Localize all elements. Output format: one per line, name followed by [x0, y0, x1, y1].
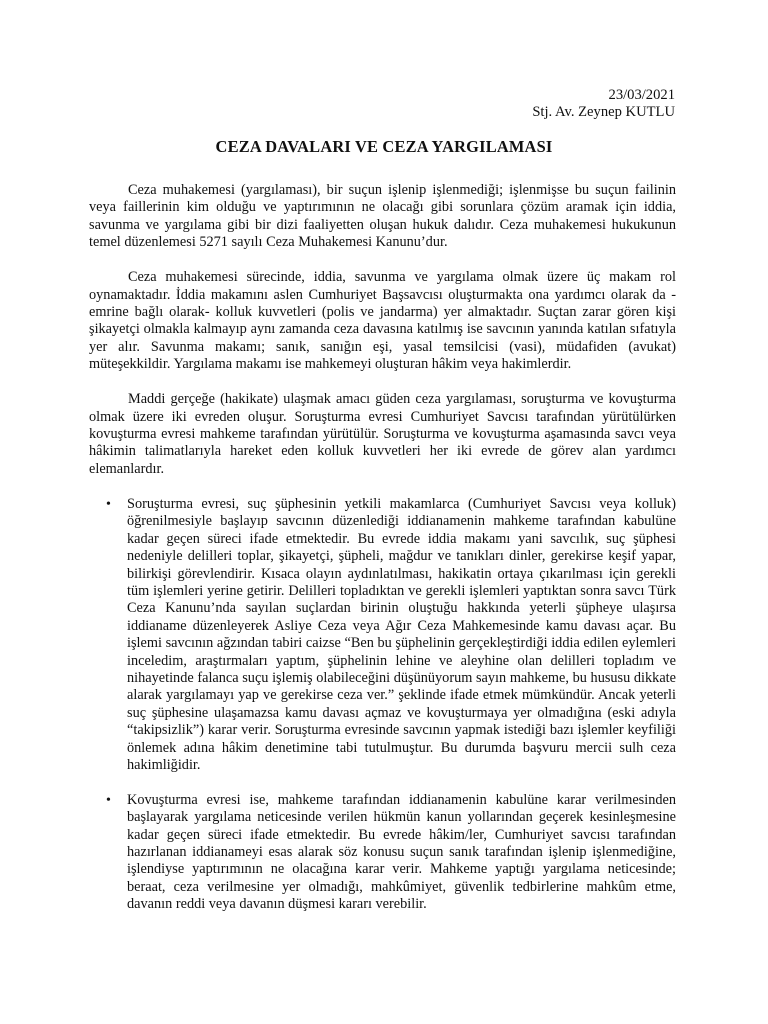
author-name: Stj. Av. Zeynep KUTLU	[532, 104, 675, 120]
paragraph-stages: Maddi gerçeğe (hakikate) ulaşmak amacı güden ceza yargılaması, soruşturma ve kovuşturma olmak üzere iki evreden oluşur. Soruşturma evresi Cumhuriyet Savcısı tarafından yürütülürken kovuşturma evresi mahkeme tarafından yürütülür. Soruşturma ve kovuşturma aşamasında savcı veya hâkimin talimatlarıyla hareket eden kolluk kuvvetleri her iki evrede de görev alan yardımcı elemanlardır.	[89, 391, 676, 477]
paragraph-intro: Ceza muhakemesi (yargılaması), bir suçun işlenip işlenmediği; işlenmişse bu suçun failinin veya faillerinin kim olduğu ve yaptırımının ne olacağı gibi sorunlara çözüm aramak için iddia, savunma ve yargılama gibi bir dizi faaliyetten oluşan hukuk dalıdır. Ceza muhakemesi hukukunun temel düzenlemesi 5271 sayılı Ceza Muhakemesi Kanunu’dur.	[89, 182, 676, 251]
paragraph-authorities: Ceza muhakemesi sürecinde, iddia, savunma ve yargılama olmak üzere üç makam rol oynamaktadır. İddia makamını aslen Cumhuriyet Başsavcısı oluşturmakta ona yardımcı olarak da -emrine bağlı olarak- kolluk kuvvetleri (polis ve jandarma) yer almaktadır. Suçtan zarar gören kişi şikayetçi olmakla kalmayıp aynı zamanda ceza davasına katılmış ise savcının yanında katılan sıfatıyla yer alır. Savunma makamı; sanık, sanığın eşi, yasal temsilcisi (vasi), müdafiden (avukat) müteşekkildir. Yargılama makamı ise mahkemeyi oluşturan hâkim veya hakimlerdir.	[89, 269, 676, 373]
document-date: 23/03/2021	[608, 87, 675, 103]
document-header	[532, 87, 675, 121]
list-item-prosecution: • Kovuşturma evresi ise, mahkeme tarafından iddianamenin kabulüne karar verilmesinden başlayarak yargılama neticesinde verilen hükmün kanun yollarından geçerek kesinleşmesine kadar geçen süreci ifade etmektedir. Bu evrede hâkim/ler, Cumhuriyet savcısı tarafından hazırlanan iddianameyi esas alarak söz konusu suçun sanık tarafından işlenip işlenmediğine, işlendiyse yaptırımının ne olacağına karar verir. Mahkeme yaptığı yargılama neticesinde; beraat, ceza verilmesine yer olmadığı, mahkûmiyet, güvenlik tedbirlerine mahkûm etme, davanın reddi veya davanın düşmesi kararı verebilir.	[127, 792, 676, 914]
document-body	[89, 182, 676, 931]
list-item-investigation: • Soruşturma evresi, suç şüphesinin yetkili makamlarca (Cumhuriyet Savcısı veya kolluk) öğrenilmesiyle başlayıp savcının düzenlediği iddianamenin mahkeme tarafından kabulüne kadar geçen süreci ifade etmektedir. Bu evrede iddia makamı yani savcılık, suç şüphesi nedeniyle delilleri toplar, şikayetçi, şüpheli, mağdur ve tanıkları dinler, gerekirse keşif yapar, bilirkişi görevlendirir. Kısaca olayın aydınlatılması, hakikatin ortaya çıkarılması için gerekli tüm işlemleri yerine getirir. Delilleri topladıktan ve gerekli işlemleri yaptıktan sonra savcı Türk Ceza Kanunu’nda sayılan suçlardan birinin oluştuğu hakkında yeterli şüpheye ulaşırsa iddianame düzenleyerek Asliye Ceza veya Ağır Ceza Mahkemesinde kamu davası açar. Bu işlemi savcının ağzından tabiri caizse “Ben bu şüphelinin gerçekleştirdiği iddia edilen eylemleri inceledim, araştırmaları yaptım, şüphelinin lehine ve aleyhine olan delilleri topladım ve nihayetinde falanca suçu işlemiş olabileceğini düşünüyorum sayın mahkeme, bu hususu dikkate alarak yargılamayı yap ve gerekirse ceza ver.” şeklinde ifade etmek mümkündür. Ancak yeterli suç şüphesine ulaşamazsa kamu davası açmaz ve kovuşturmaya yer olmadığına (eski adıyla “takipsizlik”) karar verir. Soruşturma evresinde savcının yapmak istediği bazı işlemler keyfiliği önlemek adına hâkim denetimine tabi tutulmuştur. Bu durumda başvuru mercii sulh ceza hakimliğidir.	[127, 496, 676, 775]
stages-list	[89, 496, 676, 914]
document-title: CEZA DAVALARI VE CEZA YARGILAMASI	[215, 137, 553, 156]
